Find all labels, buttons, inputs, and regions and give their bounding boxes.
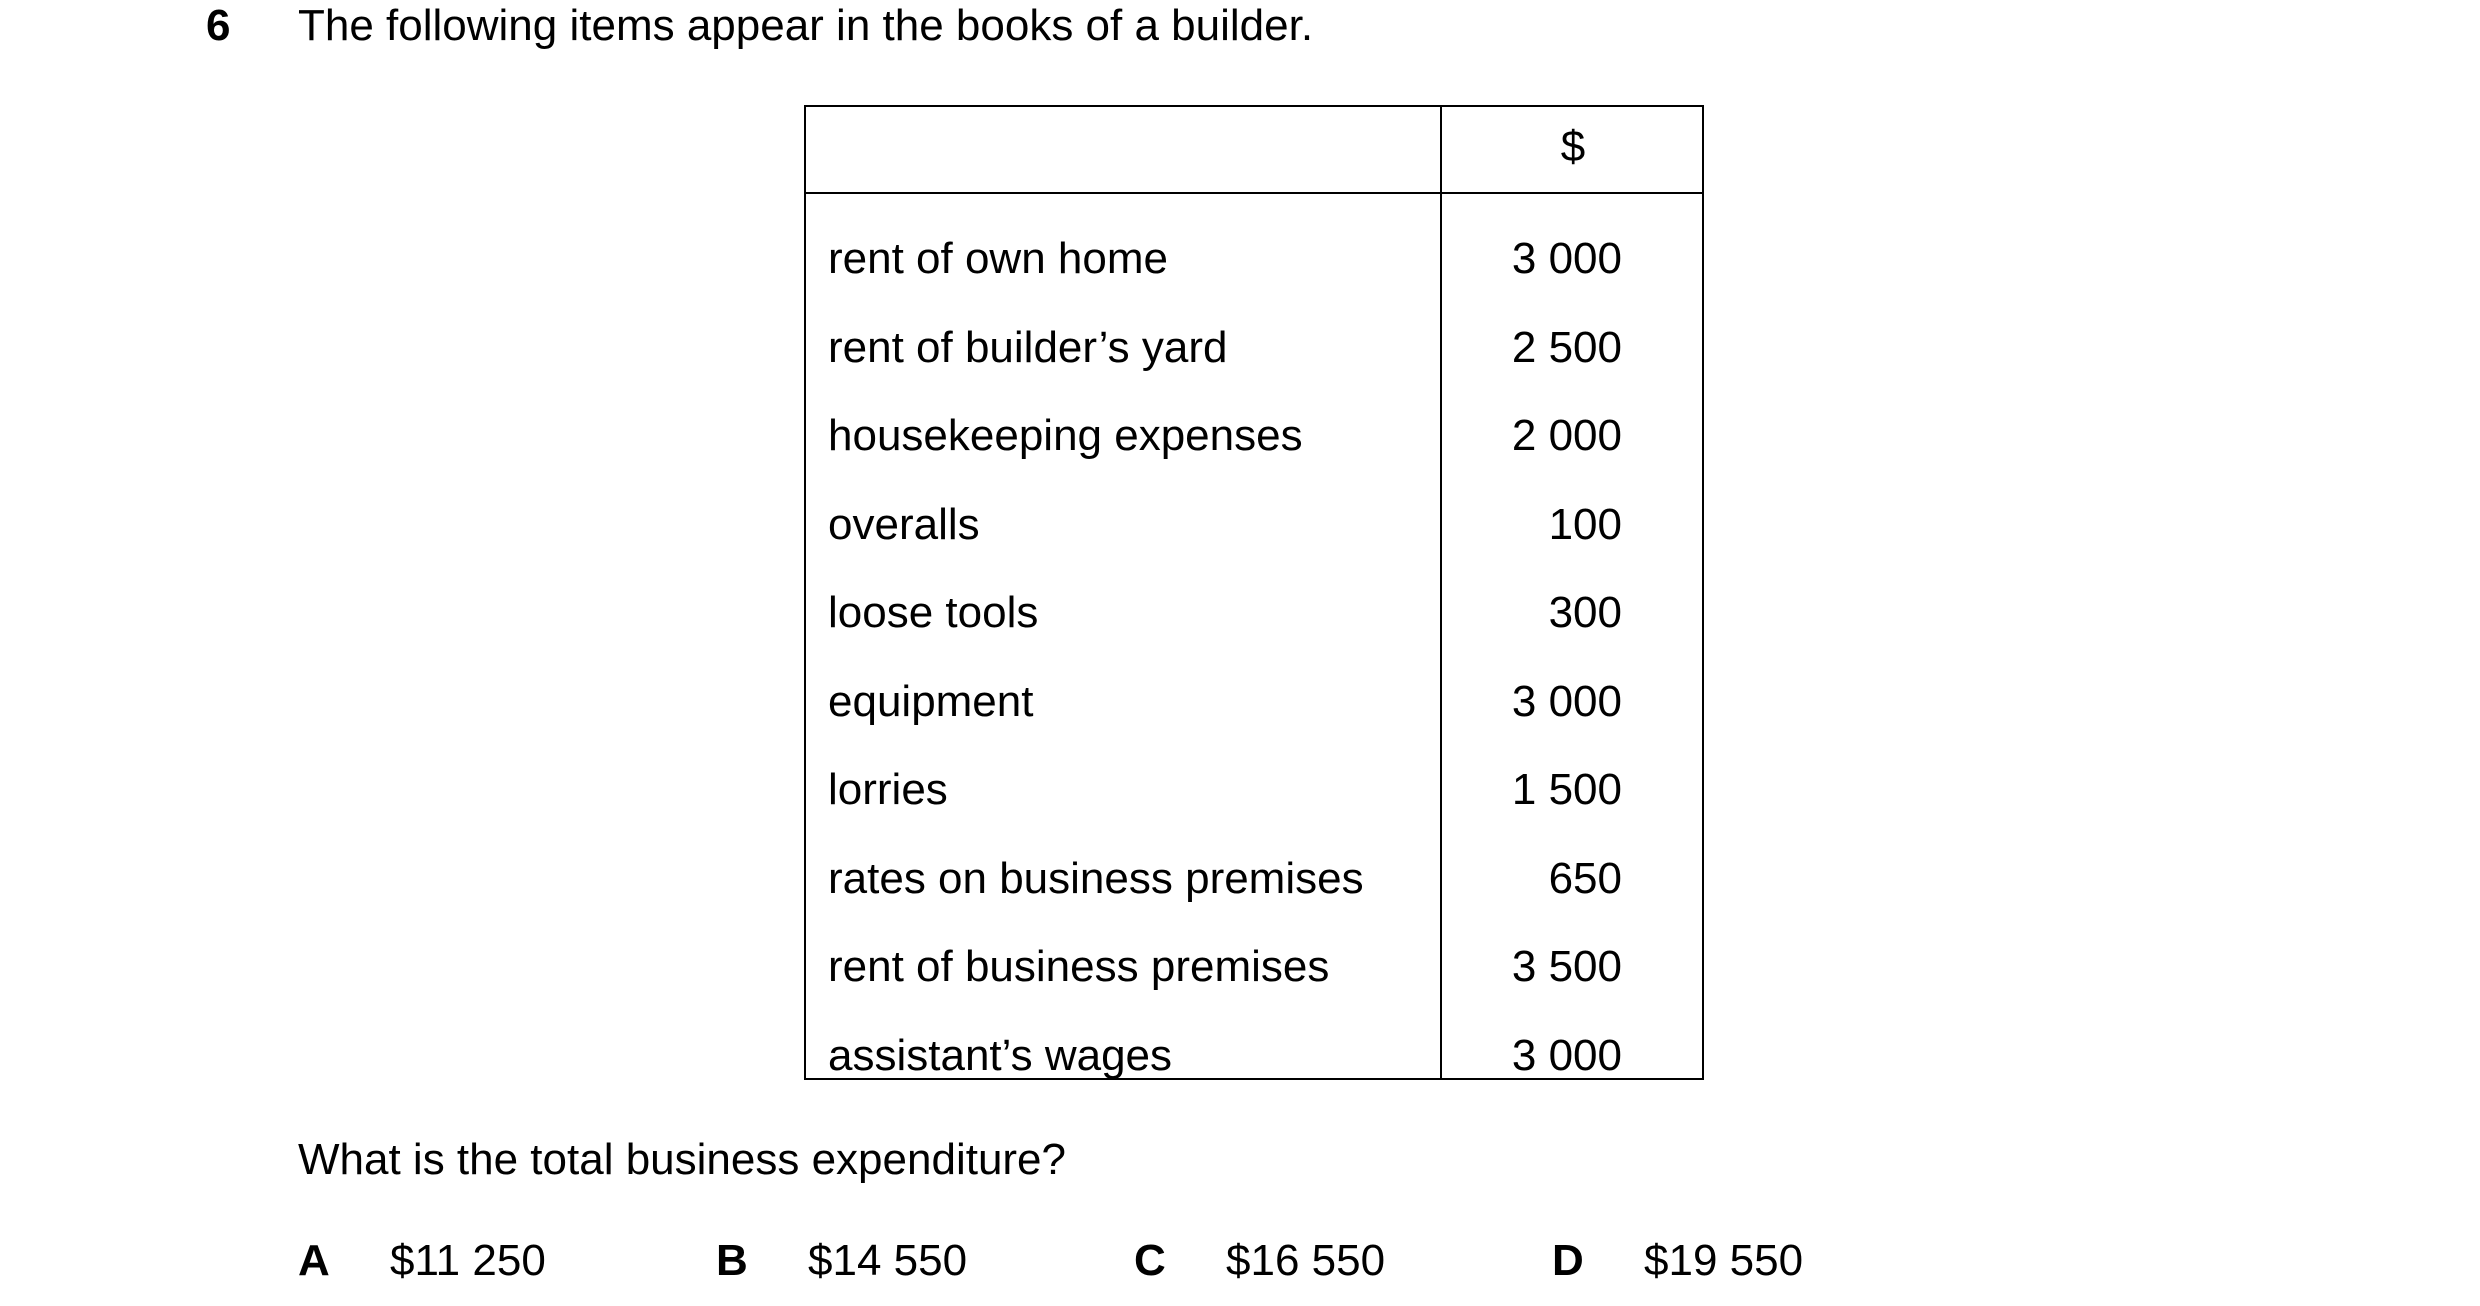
table-row [806, 1030, 1702, 1082]
item-amount: 2 500 [1511, 322, 1622, 372]
option-b[interactable] [716, 1235, 967, 1287]
currency-header: $ [1560, 122, 1586, 171]
question-prompt: What is the total business expenditure? [298, 1135, 1067, 1184]
item-label: housekeeping expenses [828, 411, 1303, 460]
item-amount: 2 000 [1511, 411, 1622, 460]
item-amount: 300 [1548, 588, 1622, 637]
option-a[interactable] [298, 1235, 546, 1287]
item-amount: 3 000 [1511, 676, 1622, 726]
option-d[interactable] [1552, 1235, 1803, 1287]
option-a-letter: A [298, 1236, 330, 1285]
item-label: rent of builder’s yard [828, 322, 1228, 372]
item-amount: 3 500 [1511, 942, 1622, 991]
item-amount: 3 000 [1511, 234, 1622, 283]
option-b-letter: B [716, 1236, 748, 1285]
table-row [806, 322, 1702, 374]
item-label: equipment [828, 676, 1034, 726]
option-c-text: $16 550 [1226, 1236, 1386, 1285]
item-amount: 100 [1548, 499, 1622, 549]
question-number: 6 [206, 1, 231, 50]
item-label: rent of business premises [828, 942, 1330, 991]
table-row [806, 941, 1702, 993]
item-label: overalls [828, 499, 980, 549]
item-label: rates on business premises [828, 853, 1364, 903]
table-row [806, 676, 1702, 728]
table-row [806, 410, 1702, 462]
option-a-text: $11 250 [390, 1236, 546, 1285]
header-rule [806, 192, 1702, 194]
option-d-letter: D [1552, 1236, 1584, 1285]
table-row [806, 853, 1702, 905]
option-c[interactable] [1134, 1235, 1385, 1287]
item-label: rent of own home [828, 234, 1168, 283]
item-amount: 650 [1548, 853, 1622, 903]
option-b-text: $14 550 [808, 1236, 968, 1285]
item-label: assistant’s wages [828, 1030, 1173, 1080]
table-row [806, 587, 1702, 639]
item-amount: 3 000 [1511, 1030, 1622, 1080]
item-label: lorries [828, 765, 948, 814]
table-row [806, 233, 1702, 285]
item-amount: 1 500 [1511, 765, 1622, 814]
table-row [806, 764, 1702, 816]
table-row [806, 499, 1702, 551]
option-c-letter: C [1134, 1236, 1166, 1285]
option-d-text: $19 550 [1644, 1236, 1804, 1285]
question-stem: The following items appear in the books of a builder. [298, 1, 1314, 50]
expense-items-table [804, 105, 1704, 1080]
item-label: loose tools [828, 588, 1039, 637]
